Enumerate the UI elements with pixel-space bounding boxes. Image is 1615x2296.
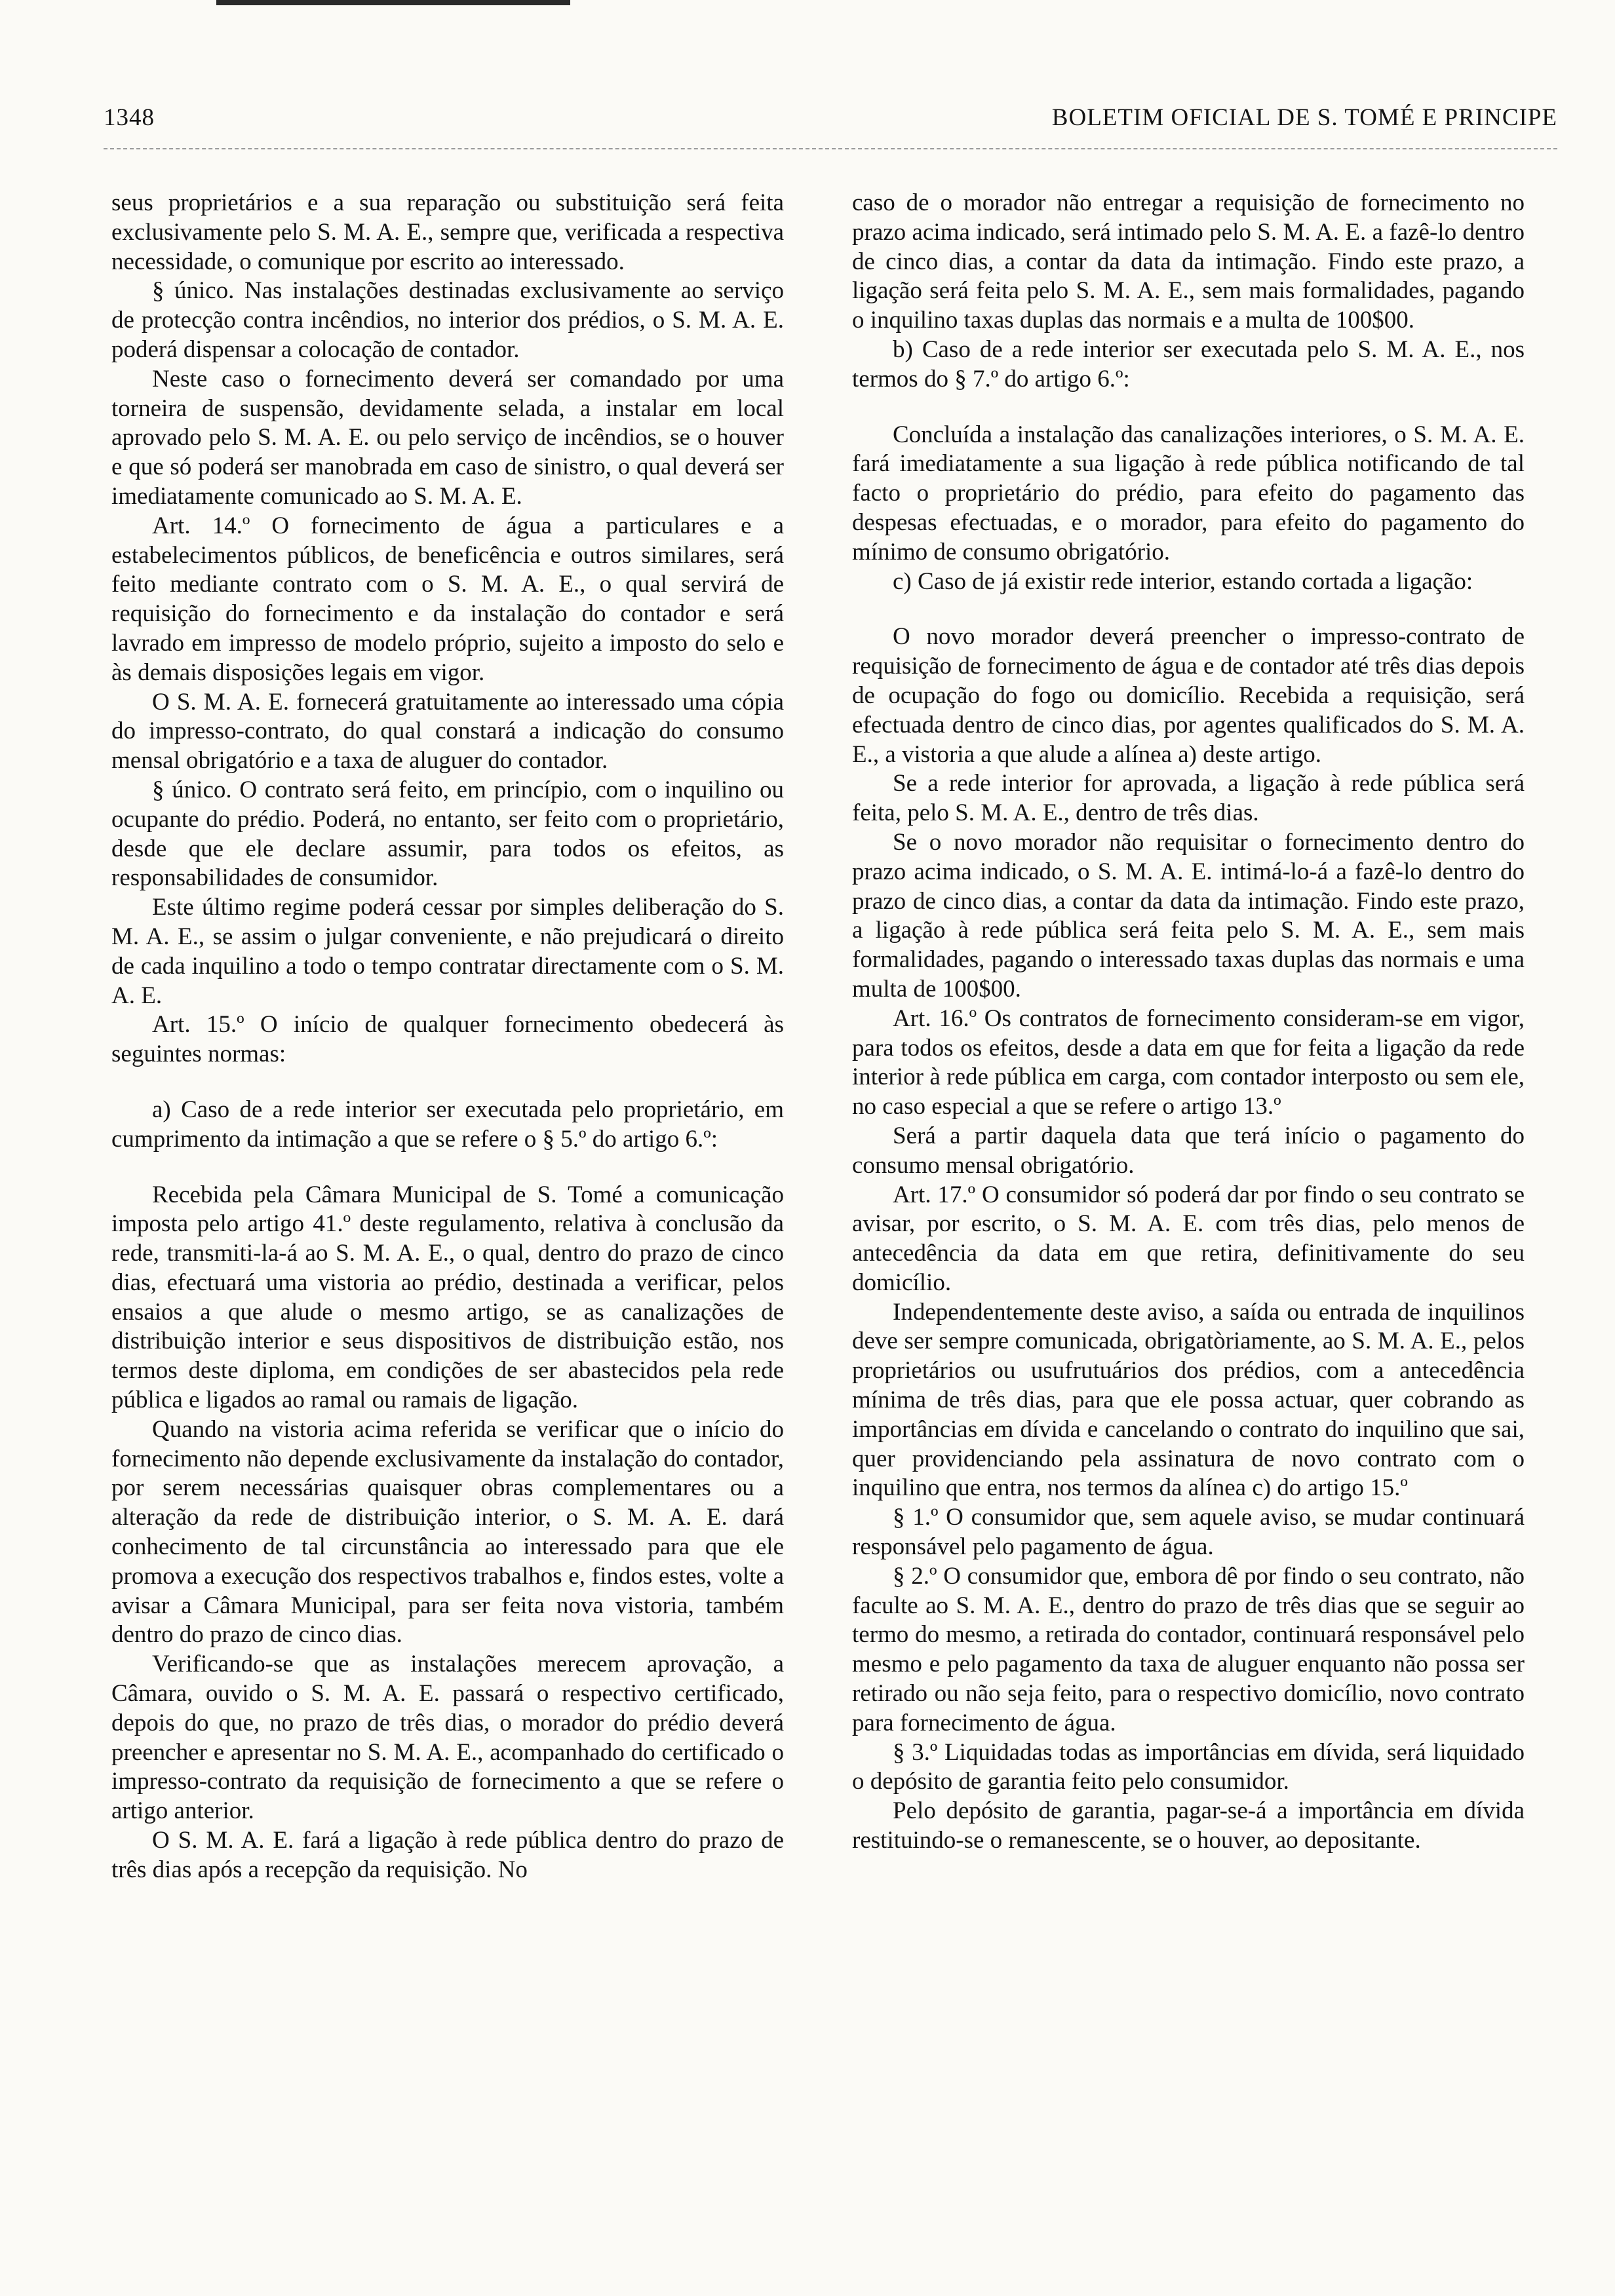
paragraph: caso de o morador não entregar a requisição de fornecimento no prazo acima indicado, será intimado pelo S. M. A. E. a fazê-lo dentro de cinco dias, a contar da data da intimação. Findo este prazo, a ligação será feita pelo S. M. A. E., sem mais formalidades, pagando o inquilino taxas duplas das normais e a multa de 100$00. [852, 189, 1525, 334]
paragraph: a) Caso de a rede interior ser executada pelo proprietário, em cumprimento da intimação a que se refere o § 5.º do artigo 6.º: [111, 1096, 784, 1153]
publication-title: BOLETIM OFICIAL DE S. TOMÉ E PRINCIPE [1051, 104, 1557, 131]
paragraph: Art. 17.º O consumidor só poderá dar por findo o seu contrato se avisar, por escrito, o S. M. A. E. com três dias, pelo menos de antecedência da data em que retira, definitivamente do seu domicílio. [852, 1181, 1525, 1296]
paragraph: § 3.º Liquidadas todas as importâncias em dívida, será liquidado o depósito de garantia feito pelo consumidor. [852, 1738, 1525, 1795]
right-column [852, 189, 1525, 1856]
paragraph: Se a rede interior for aprovada, a ligação à rede pública será feita, pelo S. M. A. E., dentro de três dias. [852, 770, 1525, 827]
paragraph: § único. O contrato será feito, em princípio, com o inquilino ou ocupante do prédio. Poderá, no entanto, ser feito com o proprietário, desde que ele declare assumir, para todos os efeitos, as responsabilidades de consumidor. [111, 776, 784, 892]
left-column [111, 189, 784, 1885]
paragraph: Art. 14.º O fornecimento de água a particulares e a estabelecimentos públicos, de beneficência e outros similares, será feito mediante contrato com o S. M. A. E., o qual servirá de requisição do fornecimento e da instalação do contador e será lavrado em impresso de modelo próprio, sujeito a imposto do selo e às demais disposições legais em vigor. [111, 512, 784, 686]
paragraph: Art. 16.º Os contratos de fornecimento consideram-se em vigor, para todos os efeitos, desde a data em que for feita a ligação da rede interior à rede pública em carga, com contador interposto ou sem ele, no caso especial a que se refere o artigo 13.º [852, 1004, 1525, 1120]
page-header [104, 104, 1557, 132]
paragraph: Concluída a instalação das canalizações interiores, o S. M. A. E. fará imediatamente a sua ligação à rede pública notificando de tal facto o proprietário do prédio, para efeito do pagamento das despesas efectuadas, e o morador, para efeito do pagamento do mínimo de consumo obrigatório. [852, 421, 1525, 565]
paragraph: § 2.º O consumidor que, embora dê por findo o seu contrato, não faculte ao S. M. A. E., dentro do prazo de três dias que se seguir ao termo do mesmo, a retirada do contador, continuará responsável pelo mesmo e pelo pagamento da taxa de aluguer enquanto não possa ser retirado ou não seja feito, para o respectivo domicílio, novo contrato para fornecimento de água. [852, 1562, 1525, 1736]
paragraph: Será a partir daquela data que terá início o pagamento do consumo mensal obrigatório. [852, 1122, 1525, 1179]
paragraph: Pelo depósito de garantia, pagar-se-á a importância em dívida restituindo-se o remanescente, se o houver, ao depositante. [852, 1797, 1525, 1854]
paragraph: O novo morador deverá preencher o impresso-contrato de requisição de fornecimento de água e de contador até três dias depois de ocupação do fogo ou domicílio. Recebida a requisição, será efectuada dentro de cinco dias, por agentes qualificados do S. M. A. E., a vistoria a que alude a alínea a) deste artigo. [852, 623, 1525, 768]
paragraph: Verificando-se que as instalações merecem aprovação, a Câmara, ouvido o S. M. A. E. passará o respectivo certificado, depois do que, no prazo de três dias, o morador do prédio deverá preencher e apresentar no S. M. A. E., acompanhado do certificado o impresso-contrato da requisição de fornecimento a que se refere o artigo anterior. [111, 1651, 784, 1825]
page-number: 1348 [104, 104, 155, 131]
paragraph: Independentemente deste aviso, a saída ou entrada de inquilinos deve ser sempre comunicada, obrigatòriamente, ao S. M. A. E., pelos proprietários ou usufrutuários dos prédios, com a antecedência mínima de três dias, para que ele possa actuar, quer cobrando as importâncias em dívida e cancelando o contrato do inquilino que sai, quer providenciando pela assinatura de novo contrato com o inquilino que entra, nos termos da alínea c) do artigo 15.º [852, 1298, 1525, 1502]
paragraph: c) Caso de já existir rede interior, estando cortada a ligação: [893, 567, 1473, 595]
paragraph: O S. M. A. E. fornecerá gratuitamente ao interessado uma cópia do impresso-contrato, do qual constará a indicação do consumo mensal obrigatório e a taxa de aluguer do contador. [111, 688, 784, 775]
paragraph: § 1.º O consumidor que, sem aquele aviso, se mudar continuará responsável pelo pagamento de água. [852, 1504, 1525, 1561]
paragraph: b) Caso de a rede interior ser executada pelo S. M. A. E., nos termos do § 7.º do artigo 6.º: [852, 335, 1525, 392]
paragraph: Este último regime poderá cessar por simples deliberação do S. M. A. E., se assim o julgar conveniente, e não prejudicará o direito de cada inquilino a todo o tempo contratar directamente com o S. M. A. E. [111, 894, 784, 1009]
paragraph: Art. 15.º O início de qualquer fornecimento obedecerá às seguintes normas: [111, 1011, 784, 1068]
paragraph: O S. M. A. E. fará a ligação à rede pública dentro do prazo de três dias após a recepção da requisição. No [111, 1827, 784, 1883]
paragraph: Neste caso o fornecimento deverá ser comandado por uma torneira de suspensão, devidamente selada, a instalar em local aprovado pelo S. M. A. E. ou pelo serviço de incêndios, se o houver e que só poderá ser manobrada em caso de sinistro, o qual deverá ser imediatamente comunicado ao S. M. A. E. [111, 365, 784, 510]
top-border-mark [216, 0, 570, 5]
paragraph: Quando na vistoria acima referida se verificar que o início do fornecimento não depende exclusivamente da instalação do contador, por serem necessárias quaisquer obras complementares ou a alteração da rede de distribuição interior, o S. M. A. E. dará conhecimento de tal circunstância ao interessado para que ele promova a execução dos respectivos trabalhos e, findos estes, volte a avisar a Câmara Municipal, para ser feita nova vistoria, também dentro do prazo de cinco dias. [111, 1415, 784, 1649]
paragraph: Recebida pela Câmara Municipal de S. Tomé a comunicação imposta pelo artigo 41.º deste regulamento, relativa à conclusão da rede, transmiti-la-á ao S. M. A. E., o qual, dentro do prazo de cinco dias, efectuará uma vistoria ao prédio, destinada a verificar, pelos ensaios a que alude o mesmo artigo, se as canalizações de distribuição interior e seus dispositivos de distribuição estão, nos termos deste diploma, em condições de ser abastecidos pela rede pública e ligados ao ramal ou ramais de ligação. [111, 1181, 784, 1414]
paragraph: Se o novo morador não requisitar o fornecimento dentro do prazo acima indicado, o S. M. A. E. intimá-lo-á a fazê-lo dentro do prazo de cinco dias, a contar da data da intimação. Findo este prazo, a ligação à rede pública será feita pelo S. M. A. E., sem mais formalidades, pagando o interessado taxas duplas das normais e uma multa de 100$00. [852, 828, 1525, 1003]
paragraph: seus proprietários e a sua reparação ou substituição será feita exclusivamente pelo S. M. A. E., sempre que, verificada a respectiva necessidade, o comunique por escrito ao interessado. [111, 189, 784, 275]
paragraph: § único. Nas instalações destinadas exclusivamente ao serviço de protecção contra incêndios, no interior dos prédios, o S. M. A. E. poderá dispensar a colocação de contador. [111, 277, 784, 363]
header-rule [104, 148, 1557, 149]
